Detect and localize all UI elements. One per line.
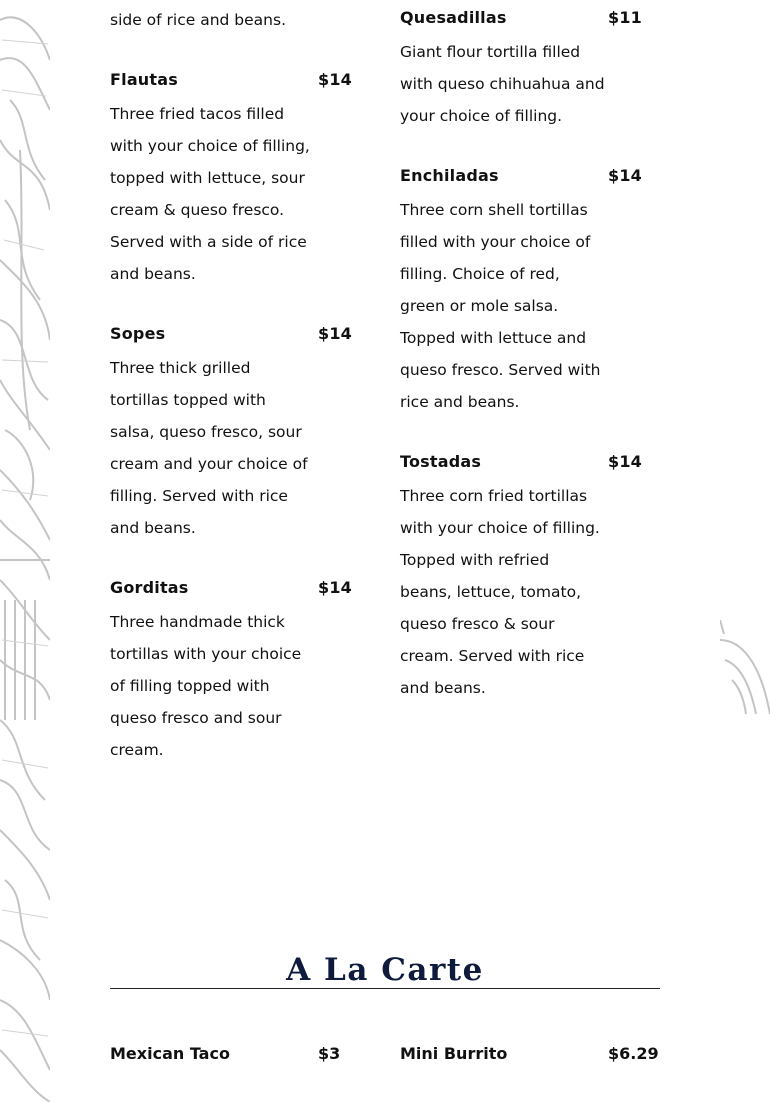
item-price: $14 — [318, 578, 352, 597]
item-name: Mexican Taco — [110, 1044, 230, 1063]
item-name: Tostadas — [400, 452, 482, 471]
item-name: Enchiladas — [400, 166, 499, 185]
item-name: Quesadillas — [400, 8, 507, 27]
item-price: $14 — [318, 324, 352, 343]
item-name: Flautas — [110, 70, 178, 89]
menu-item-flautas — [110, 66, 350, 290]
item-name: Gorditas — [110, 578, 189, 597]
item-price: $14 — [318, 70, 352, 89]
item-description: Three handmade thick tortillas with your choice of filling topped with queso fresco and sour cream. — [110, 613, 302, 759]
item-name: Sopes — [110, 324, 166, 343]
item-price: $14 — [608, 452, 642, 471]
item-price: $6.29 — [608, 1044, 659, 1063]
menu-item-mexican-taco — [110, 1040, 350, 1068]
menu-item-sopes — [110, 320, 350, 544]
item-description: Three corn shell tortillas filled with your choice of filling. Choice of red, green or mole salsa. Topped with lettuce and queso fresco. Served with rice and beans. — [400, 201, 601, 411]
intro-line: side of rice and beans. — [110, 11, 287, 29]
item-price: $3 — [318, 1044, 341, 1063]
menu-item-tostadas — [400, 448, 640, 704]
menu-item-gorditas — [110, 574, 350, 766]
menu-column-left — [110, 4, 350, 766]
menu-item-enchiladas — [400, 162, 640, 418]
menu-column-right — [400, 4, 640, 704]
item-description: Three corn fried tortillas with your choice of filling. Topped with refried beans, lettuce, tomato, queso fresco & sour cream. Served with rice and beans. — [400, 487, 600, 697]
item-price: $14 — [608, 166, 642, 185]
item-price: $11 — [608, 8, 642, 27]
botanical-illustration-icon — [720, 610, 770, 714]
item-description: Giant flour tortilla filled with queso chihuahua and your choice of filling. — [400, 43, 605, 125]
menu-item-mini-burrito — [400, 1040, 670, 1068]
item-description: Three fried tacos filled with your choice of filling, topped with lettuce, sour cream & queso fresco. Served with a side of rice and beans. — [110, 105, 310, 283]
botanical-illustration-icon — [0, 0, 50, 1102]
item-name: Mini Burrito — [400, 1044, 508, 1063]
item-description: Three thick grilled tortillas topped with salsa, queso fresco, sour cream and your choice of filling. Served with rice and beans. — [110, 359, 308, 537]
section-divider — [110, 988, 660, 989]
menu-item-quesadillas — [400, 4, 640, 132]
section-title-a-la-carte: A La Carte — [286, 952, 484, 988]
